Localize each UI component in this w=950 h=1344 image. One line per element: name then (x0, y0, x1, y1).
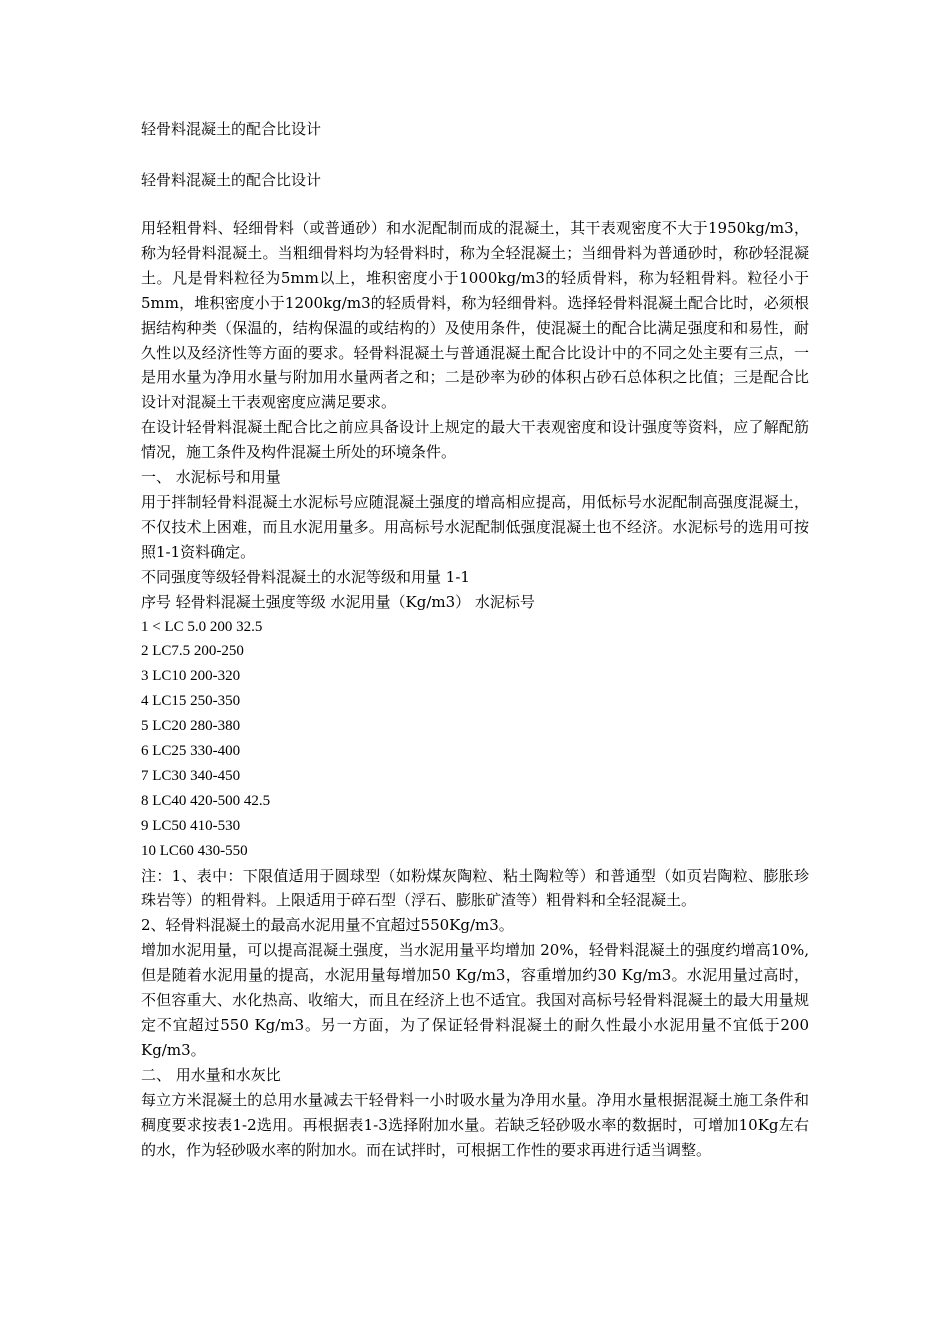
intro-paragraph: 用轻粗骨料、轻细骨料（或普通砂）和水泥配制而成的混凝土，其干表观密度不大于1950kg/m3，称为轻骨料混凝土。当粗细骨料均为轻骨料时，称为全轻混凝土；当细骨料为普通砂时，称砂轻混凝土。凡是骨料粒径为5mm以上，堆积密度小于1000kg/m3的轻质骨料，称为轻粗骨料。粒径小于5mm，堆积密度小于1200kg/m3的轻质骨料，称为轻细骨料。选择轻骨料混凝土配合比时，必须根据结构种类（保温的，结构保温的或结构的）及使用条件，使混凝土的配合比满足强度和和易性，耐久性以及经济性等方面的要求。轻骨料混凝土与普通混凝土配合比设计中的不同之处主要有三点，一是用水量为净用水量与附加用水量两者之和；二是砂率为砂的体积占砂石总体积之比值；三是配合比设计对混凝土干表观密度应满足要求。 (141, 219, 809, 412)
table-note-1: 注：1、表中：下限值适用于圆球型（如粉煤灰陶粒、粘土陶粒等）和普通型（如页岩陶粒、膨胀珍珠岩等）的粗骨料。上限适用于碎石型（浮石、膨胀矿渣等）粗骨料和全轻混凝土。 (141, 866, 809, 910)
preparation-paragraph: 在设计轻骨料混凝土配合比之前应具备设计上规定的最大干表观密度和设计强度等资料，应了解配筋情况，施工条件及构件混凝土所处的环境条件。 (141, 418, 809, 462)
table-1-1-header: 序号 轻骨料混凝土强度等级 水泥用量（Kg/m3） 水泥标号 (141, 592, 535, 611)
table-note-2: 2、轻骨料混凝土的最高水泥用量不宜超过550Kg/m3。 (141, 916, 514, 935)
section-1-paragraph: 用于拌制轻骨料混凝土水泥标号应随混凝土强度的增高相应提高，用低标号水泥配制高强度混凝土，不仅技术上困难，而且水泥用量多。用高标号水泥配制低强度混凝土也不经济。水泥标号的选用可按照1-1资料确定。 (141, 492, 809, 561)
table-row: 7 LC30 340-450 (141, 767, 241, 784)
section-1-heading: 一、 水泥标号和用量 (141, 468, 281, 487)
document-body (141, 216, 809, 1162)
table-row: 10 LC60 430-550 (141, 842, 248, 859)
section-2-paragraph: 每立方米混凝土的总用水量减去干轻骨料一小时吸水量为净用水量。净用水量根据混凝土施工条件和稠度要求按表1-2选用。再根据表1-3选择附加水量。若缺乏轻砂吸水率的数据时，可增加10Kg左右的水，作为轻砂吸水率的附加水。而在试拌时，可根据工作性的要求再进行适当调整。 (141, 1090, 809, 1159)
table-1-1-title: 不同强度等级轻骨料混凝土的水泥等级和用量 1-1 (141, 567, 470, 586)
table-row: 8 LC40 420-500 42.5 (141, 792, 271, 809)
table-row: 9 LC50 410-530 (141, 817, 241, 834)
cement-dosage-paragraph: 增加水泥用量，可以提高混凝土强度，当水泥用量平均增加 20%，轻骨料混凝土的强度约增高10%,但是随着水泥用量的提高，水泥用量每增加50 Kg/m3，容重增加约30 Kg/m3。水泥用量过高时，不但容重大、水化热高、收缩大，而且在经济上也不适宜。我国对高标号轻骨料混凝土的最大用量规定不宜超过550 Kg/m3。另一方面，为了保证轻骨料混凝土的耐久性最小水泥用量不宜低于200 Kg/m3。 (141, 941, 809, 1059)
table-row: 5 LC20 280-380 (141, 718, 241, 735)
document-subtitle: 轻骨料混凝土的配合比设计 (141, 171, 322, 189)
table-row: 6 LC25 330-400 (141, 743, 241, 760)
table-row: 2 LC7.5 200-250 (141, 643, 244, 660)
document-title: 轻骨料混凝土的配合比设计 (141, 120, 322, 138)
table-row: 3 LC10 200-320 (141, 668, 241, 685)
table-row: 1 < LC 5.0 200 32.5 (141, 618, 263, 635)
table-row: 4 LC15 250-350 (141, 693, 241, 710)
section-2-heading: 二、 用水量和水灰比 (141, 1065, 281, 1084)
